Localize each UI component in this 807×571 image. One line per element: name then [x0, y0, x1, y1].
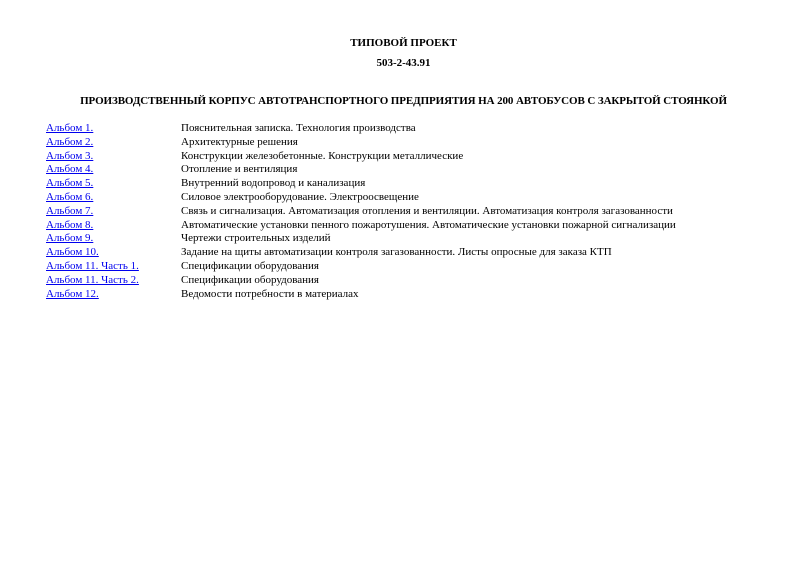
- album-link-8[interactable]: Альбом 8.: [46, 218, 94, 231]
- album-link-11-part-1[interactable]: Альбом 11. Часть 1.: [46, 259, 139, 272]
- album-description: Силовое электрооборудование. Электроосвещение: [181, 190, 419, 203]
- album-link-9[interactable]: Альбом 9.: [46, 232, 94, 245]
- album-description: Конструкции железобетонные. Конструкции металлические: [181, 149, 464, 162]
- album-row: [46, 246, 786, 260]
- album-link-10[interactable]: Альбом 10.: [46, 246, 99, 259]
- album-link-12[interactable]: Альбом 12.: [46, 287, 99, 300]
- album-description: Пояснительная записка. Технология производства: [181, 122, 416, 134]
- album-description: Связь и сигнализация. Автоматизация отопления и вентиляции. Автоматизация контроля загазованности: [181, 204, 673, 217]
- album-link-3[interactable]: Альбом 3.: [46, 149, 94, 162]
- album-description: Архитектурные решения: [181, 135, 298, 148]
- album-row: [46, 163, 786, 177]
- album-row: [46, 219, 786, 233]
- album-description: Автоматические установки пенного пожаротушения. Автоматические установки пожарной сигнализации: [181, 218, 676, 231]
- album-row: [46, 150, 786, 164]
- album-description: Чертежи строительных изделий: [181, 232, 331, 245]
- album-link-5[interactable]: Альбом 5.: [46, 177, 94, 190]
- album-description: Отопление и вентиляция: [181, 163, 298, 176]
- project-title-heading: ПРОИЗВОДСТВЕННЫЙ КОРПУС АВТОТРАНСПОРТНОГО ПРЕДПРИЯТИЯ НА 200 АВТОБУСОВ С ЗАКРЫТОЙ СТОЯНКОЙ: [80, 95, 727, 107]
- project-code-heading: 503-2-43.91: [376, 57, 431, 69]
- album-row: [46, 205, 786, 219]
- album-description: Ведомости потребности в материалах: [181, 287, 359, 300]
- album-row: [46, 177, 786, 191]
- album-link-2[interactable]: Альбом 2.: [46, 135, 94, 148]
- album-row: [46, 136, 786, 150]
- album-row: [46, 288, 786, 302]
- album-link-4[interactable]: Альбом 4.: [46, 163, 94, 176]
- album-row: [46, 191, 786, 205]
- album-row: [46, 122, 786, 136]
- album-description: Спецификации оборудования: [181, 259, 319, 272]
- album-row: [46, 274, 786, 288]
- album-link-6[interactable]: Альбом 6.: [46, 190, 94, 203]
- album-link-7[interactable]: Альбом 7.: [46, 204, 94, 217]
- album-row: [46, 260, 786, 274]
- album-description: Внутренний водопровод и канализация: [181, 177, 366, 190]
- album-list: [46, 122, 786, 301]
- document-type-heading: ТИПОВОЙ ПРОЕКТ: [350, 37, 457, 49]
- album-description: Задание на щиты автоматизации контроля загазованности. Листы опросные для заказа КТП: [181, 246, 612, 259]
- album-description: Спецификации оборудования: [181, 273, 319, 286]
- album-link-11-part-2[interactable]: Альбом 11. Часть 2.: [46, 273, 139, 286]
- album-row: [46, 232, 786, 246]
- album-link-1[interactable]: Альбом 1.: [46, 122, 94, 134]
